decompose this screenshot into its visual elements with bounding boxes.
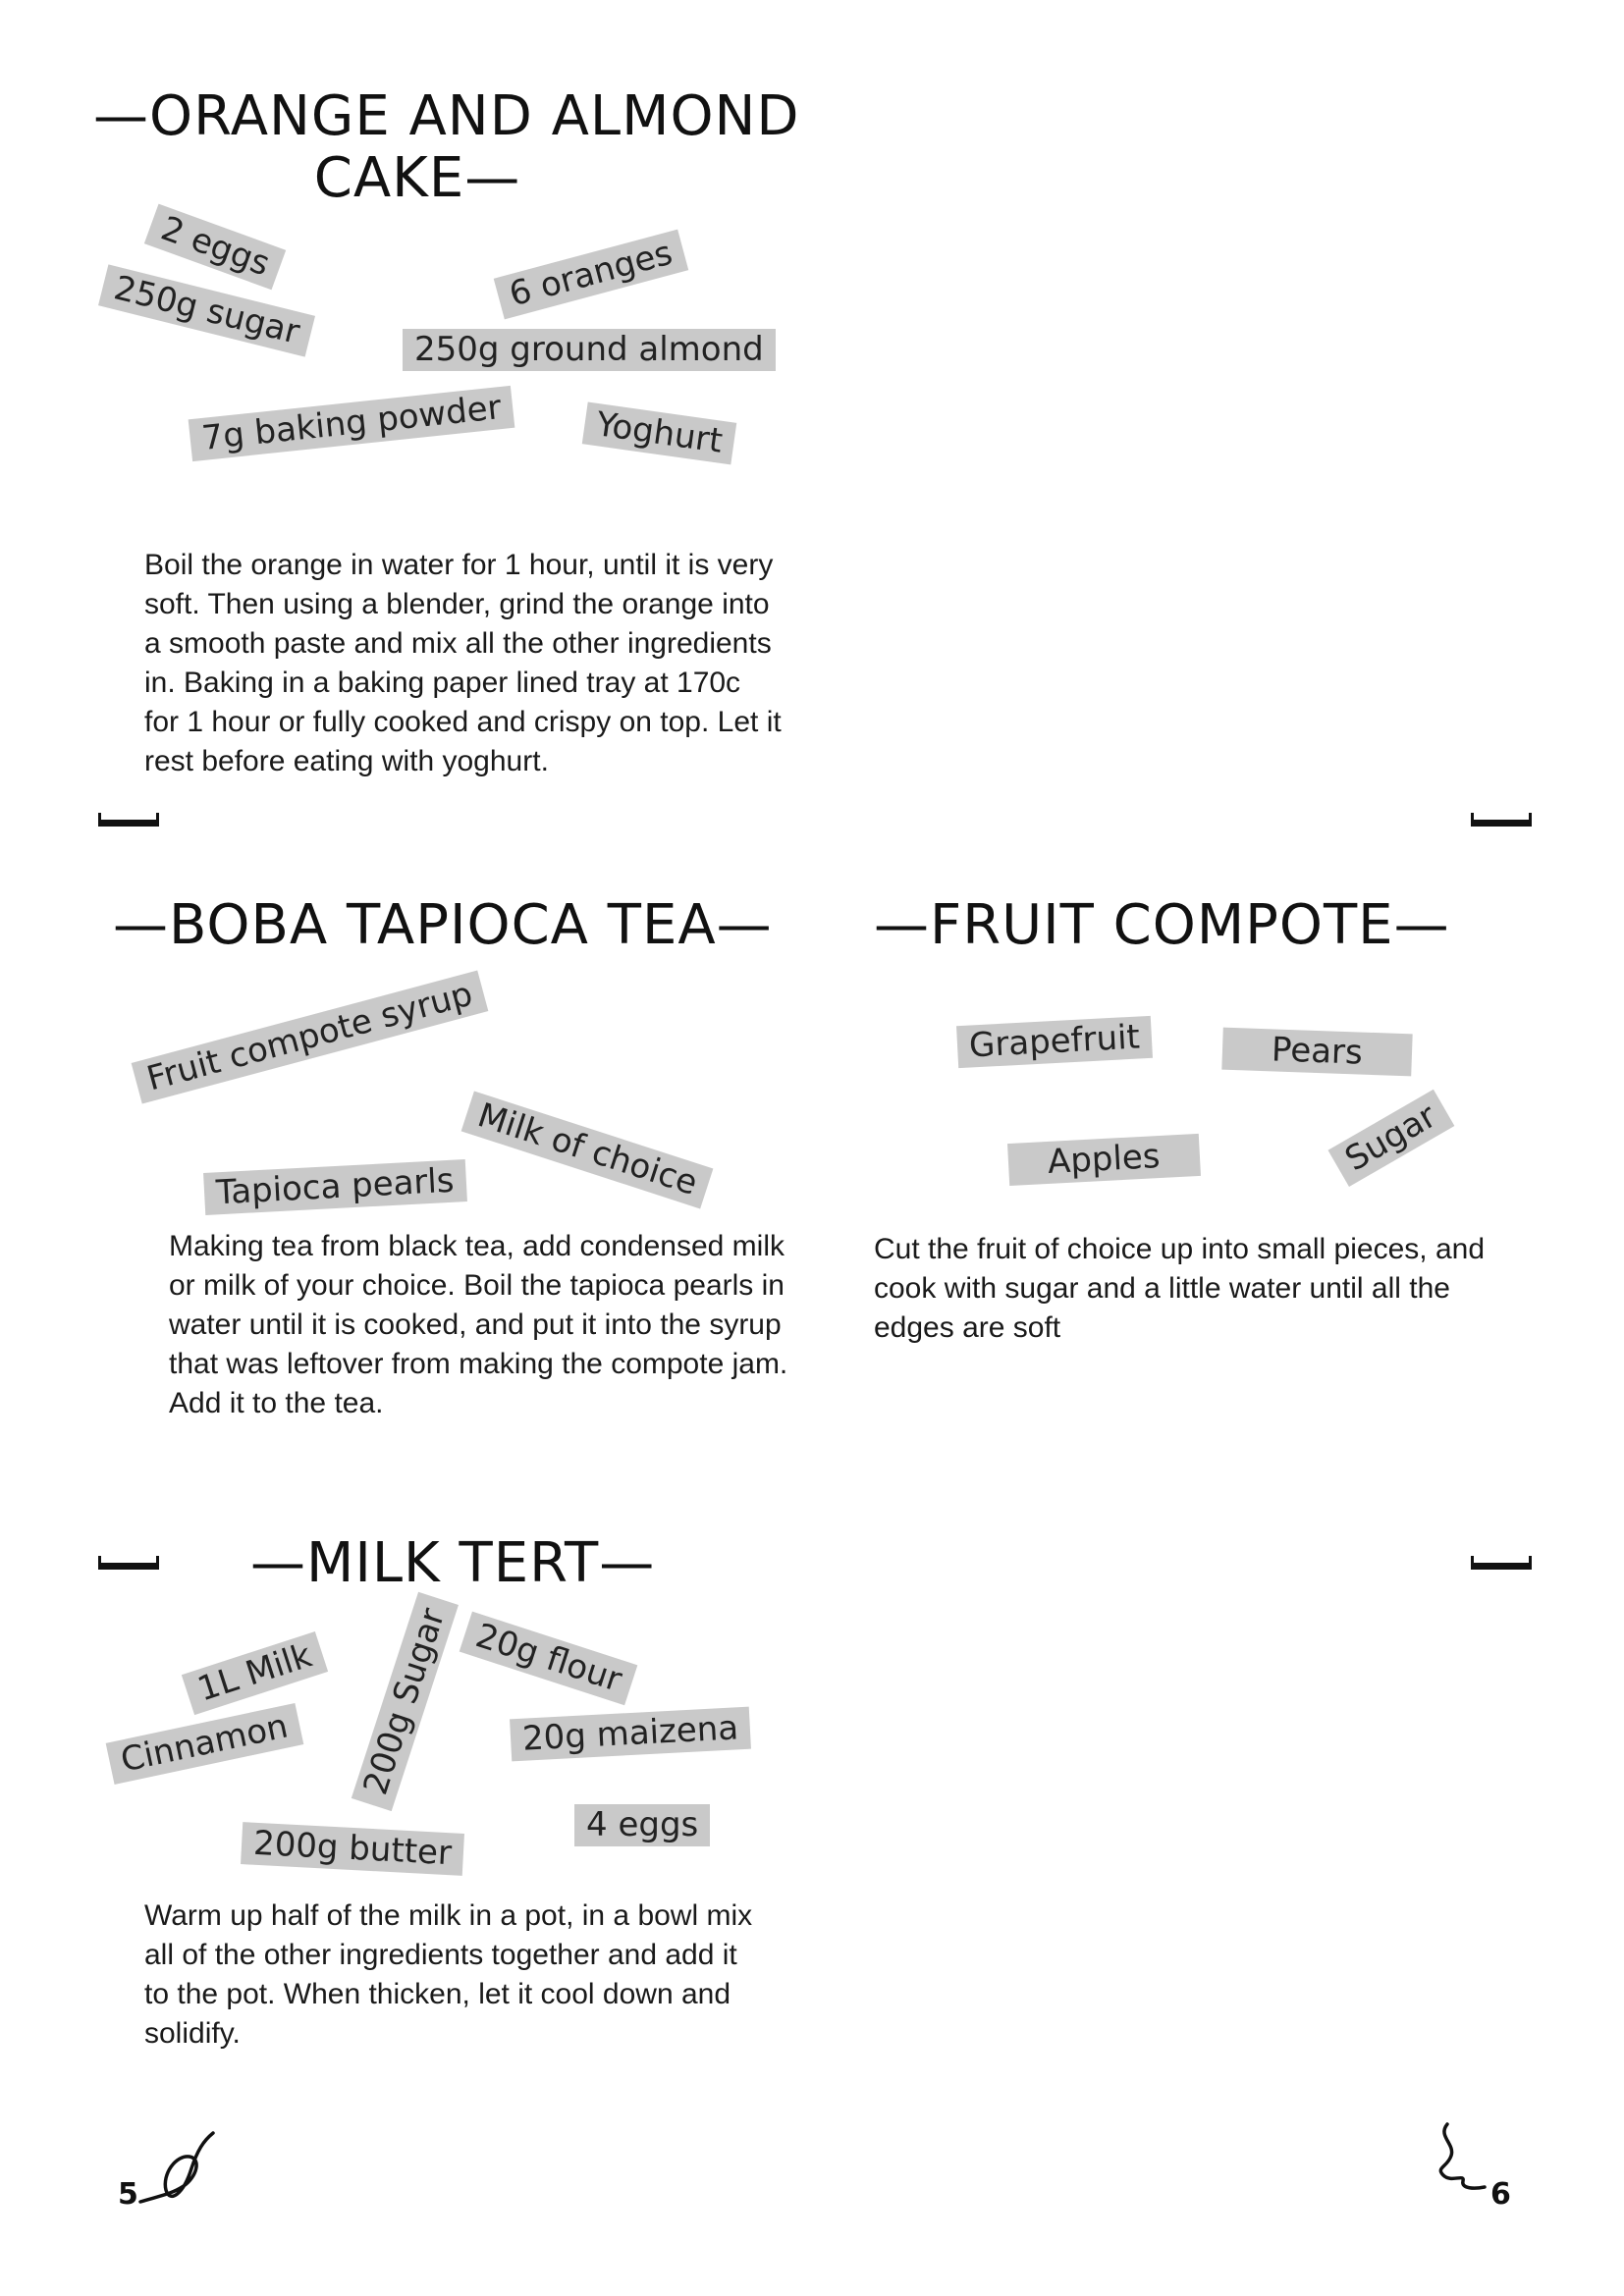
corner-bracket [1471, 1556, 1532, 1570]
fruit-compote-method [874, 1230, 1485, 1348]
orange-cake-title [93, 84, 800, 210]
ingredient-tag: Sugar [1328, 1090, 1455, 1187]
ingredient-tag: 2 eggs [144, 204, 287, 291]
milk-tert-method [144, 1896, 752, 2054]
orange-cake-title-line2: CAKE— [313, 145, 521, 210]
ingredient-tag: 200g butter [241, 1822, 464, 1876]
ingredient-tag: 20g flour [460, 1612, 638, 1706]
method-line: rest before eating with yoghurt. [144, 745, 549, 777]
ingredient-tag: Apples [1007, 1134, 1201, 1186]
page-number-right: 6 [1490, 2177, 1511, 2212]
method-line: or milk of your choice. Boil the tapioca pearls in [169, 1269, 785, 1302]
corner-bracket [98, 813, 159, 827]
method-line: a smooth paste and mix all the other ingredients [144, 627, 772, 660]
method-line: Boil the orange in water for 1 hour, until it is very [144, 549, 774, 581]
boba-tea-method [169, 1227, 787, 1423]
ingredient-tag: 20g maizena [510, 1707, 751, 1762]
ingredient-tag: 4 eggs [574, 1804, 710, 1846]
orange-cake-method [144, 546, 782, 781]
method-line: Warm up half of the milk in a pot, in a bowl mix [144, 1899, 753, 1932]
corner-bracket [98, 1556, 159, 1570]
method-line: to the pot. When thicken, let it cool down and [144, 1978, 731, 2010]
page-number-left: 5 [118, 2177, 138, 2212]
ingredient-tag: 250g ground almond [403, 329, 776, 371]
method-line: Making tea from black tea, add condensed milk [169, 1230, 785, 1262]
ingredient-tag: 6 oranges [494, 230, 688, 320]
method-line: soft. Then using a blender, grind the orange into [144, 588, 770, 620]
method-line: that was leftover from making the compote jam. [169, 1348, 788, 1380]
ingredient-tag: Yoghurt [582, 402, 737, 465]
boba-tea-title: —BOBA TAPIOCA TEA— [113, 893, 773, 957]
method-line: Cut the fruit of choice up into small pieces, and [874, 1233, 1486, 1265]
method-line: edges are soft [874, 1311, 1061, 1344]
ingredient-tag: Tapioca pearls [203, 1159, 467, 1215]
ingredient-tag: 7g baking powder [189, 386, 515, 461]
ingredient-tag: Cinnamon [106, 1703, 303, 1785]
method-line: water until it is cooked, and put it into the syrup [169, 1308, 782, 1341]
method-line: in. Baking in a baking paper lined tray at 170c [144, 667, 741, 699]
corner-bracket [1471, 813, 1532, 827]
orange-cake-title-line1: —ORANGE AND ALMOND [93, 84, 800, 148]
fruit-compote-title: —FRUIT COMPOTE— [874, 893, 1450, 957]
ingredient-tag: 250g sugar [98, 264, 315, 356]
ingredient-tag: 1L Milk [182, 1631, 329, 1715]
ingredient-tag: 200g Sugar [352, 1592, 459, 1811]
method-line: Add it to the tea. [169, 1387, 384, 1419]
method-line: all of the other ingredients together and add it [144, 1939, 737, 1971]
method-line: for 1 hour or fully cooked and crispy on top. Let it [144, 706, 782, 738]
ingredient-tag: Fruit compote syrup [132, 970, 489, 1103]
squiggle-doodle-icon [133, 2125, 221, 2214]
method-line: cook with sugar and a little water until all the [874, 1272, 1450, 1305]
ingredient-tag: Grapefruit [956, 1016, 1153, 1068]
milk-tert-title: —MILK TERT— [250, 1531, 656, 1595]
ingredient-tag: Pears [1221, 1028, 1412, 1077]
ingredient-tag: Milk of choice [461, 1091, 714, 1208]
method-line: solidify. [144, 2017, 241, 2050]
